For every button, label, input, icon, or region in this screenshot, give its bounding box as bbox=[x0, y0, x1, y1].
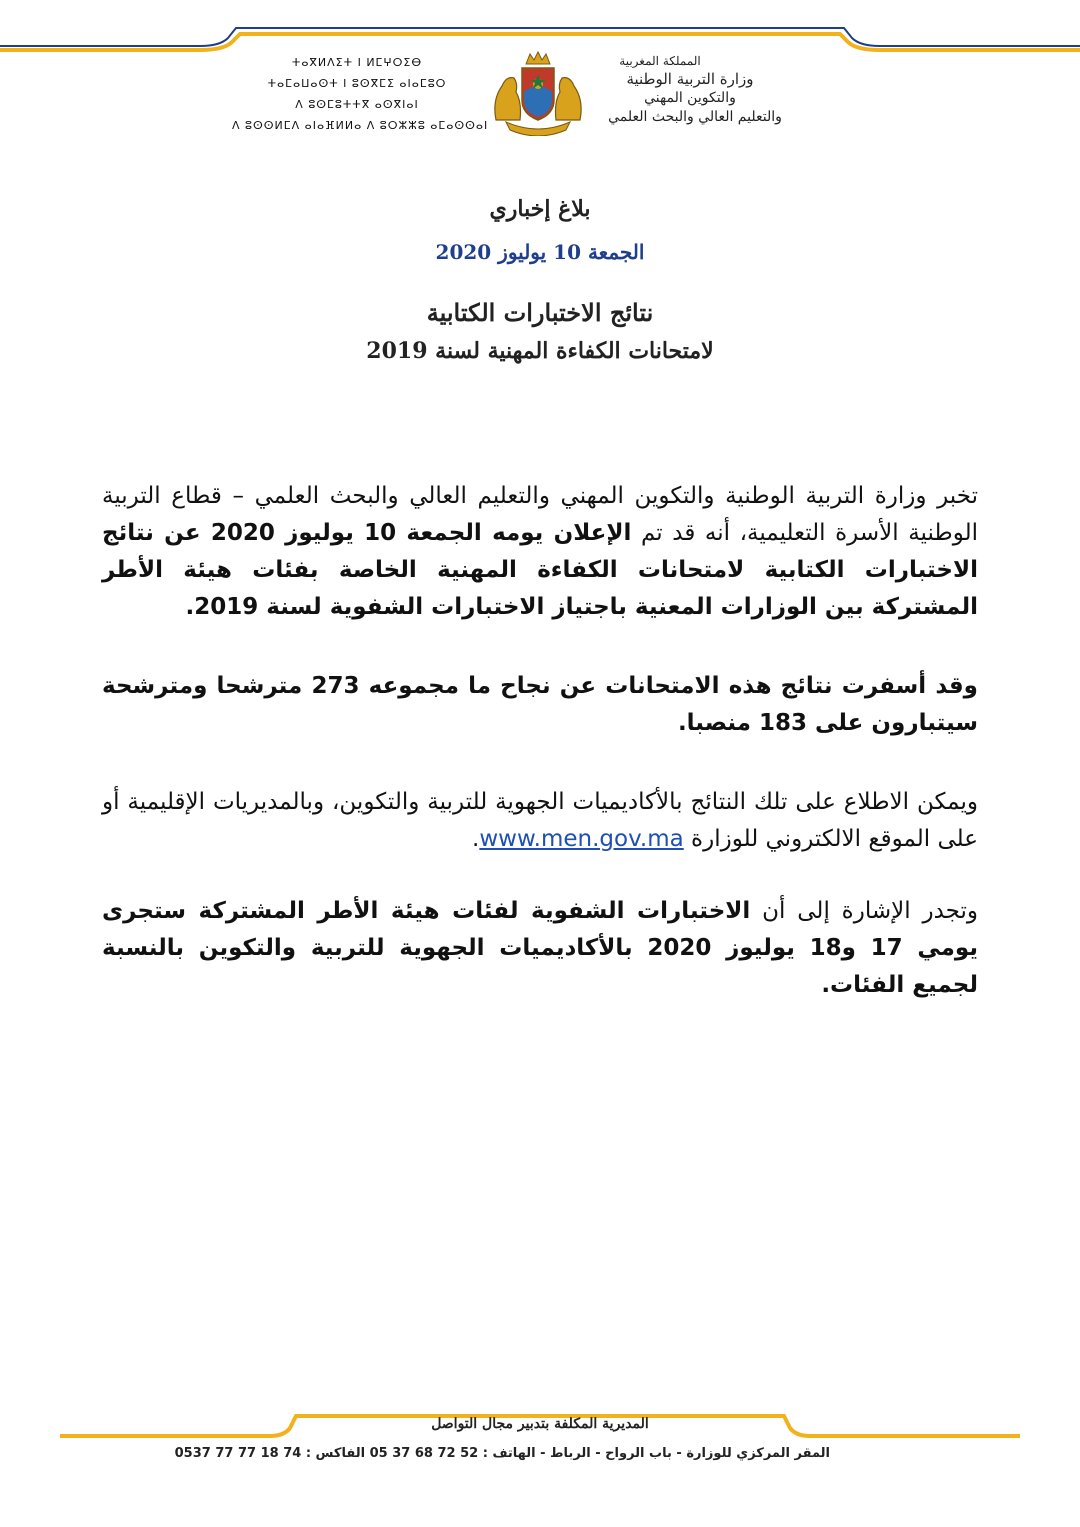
ministry-line: والتعليم العالي والبحث العلمي bbox=[608, 109, 782, 125]
paragraph-announcement bbox=[102, 478, 978, 626]
paragraph-text: وتجدر الإشارة إلى أن bbox=[762, 898, 978, 924]
paragraph-text: ويمكن الاطلاع على تلك النتائج بالأكاديميات الجهوية للتربية والتكوين، وبالمديريات الإقليمية أو على الموقع الالكتروني للوزارة bbox=[102, 789, 978, 852]
paragraph-oral-exams bbox=[102, 893, 978, 1004]
footer-department: المديرية المكلفة بتدبير مجال التواصل bbox=[431, 1416, 649, 1432]
tifinagh-line: ⵜⴰⵎⴰⵡⴰⵙⵜ ⵏ ⵓⵙⴳⵎⵉ ⴰⵏⴰⵎⵓⵔ bbox=[267, 77, 447, 90]
paragraph-results-count: وقد أسفرت نتائج هذه الامتحانات عن نجاح ما مجموعه 273 مترشحا ومترشحة سيتبارون على 183 منصبا. bbox=[102, 673, 978, 736]
arabic-ministry-name bbox=[560, 52, 820, 127]
paragraph-end: . bbox=[472, 826, 480, 852]
notice-title: بلاغ إخباري bbox=[489, 196, 591, 222]
tifinagh-ministry-name bbox=[232, 52, 489, 136]
kingdom-name: المملكة المغربية bbox=[619, 54, 701, 68]
notice-date: الجمعة 10 يوليوز 2020 bbox=[435, 240, 645, 264]
paragraph-bold-text: الاختبارات الشفوية لفئات هيئة الأطر المشتركة ستجرى يومي 17 و18 يوليوز 2020 بالأكاديميات الجهوية للتربية والتكوين بالنسبة لجميع الفئات. bbox=[102, 898, 978, 998]
paragraph-bold-text: الإعلان يومه الجمعة 10 يوليوز 2020 عن نتائج الاختبارات الكتابية لامتحانات الكفاءة المهنية الخاصة بفئات هيئة الأطر المشتركة بين الوزارات المعنية باجتياز الاختبارات الشفوية لسنة 2019. bbox=[102, 520, 978, 620]
results-title-line1: نتائج الاختبارات الكتابية bbox=[426, 298, 654, 327]
footer-address: المقر المركزي للوزارة - باب الرواح - الرباط - الهاتف : 52 72 68 37 05 الفاكس : 74 18 77 77 0537 bbox=[174, 1446, 830, 1461]
results-title-line2: لامتحانات الكفاءة المهنية لسنة 2019 bbox=[366, 338, 714, 364]
ministry-line: والتكوين المهني bbox=[644, 90, 736, 106]
paragraph-text: تخبر وزارة التربية الوطنية والتكوين المهني والتعليم العالي والبحث العلمي – قطاع التربية الوطنية الأسرة التعليمية، أنه قد تم bbox=[102, 483, 978, 546]
ministry-line: وزارة التربية الوطنية bbox=[626, 70, 754, 88]
tifinagh-line: ⴷ ⵓⵙⵎⵓⵜⵜⴳ ⴰⵙⴳⵏⴰⵏ bbox=[295, 98, 419, 111]
tifinagh-line: ⵜⴰⴳⵍⴷⵉⵜ ⵏ ⵍⵎⵖⵔⵉⴱ bbox=[291, 56, 423, 69]
paragraph-consultation bbox=[102, 784, 978, 858]
ministry-website-link[interactable]: www.men.gov.ma bbox=[479, 826, 684, 852]
tifinagh-line: ⴷ ⵓⵙⵙⵍⵎⴷ ⴰⵏⴰⴼⵍⵍⴰ ⴷ ⵓⵔⵣⵣⵓ ⴰⵎⴰⵙⵙⴰⵏ bbox=[232, 119, 489, 132]
